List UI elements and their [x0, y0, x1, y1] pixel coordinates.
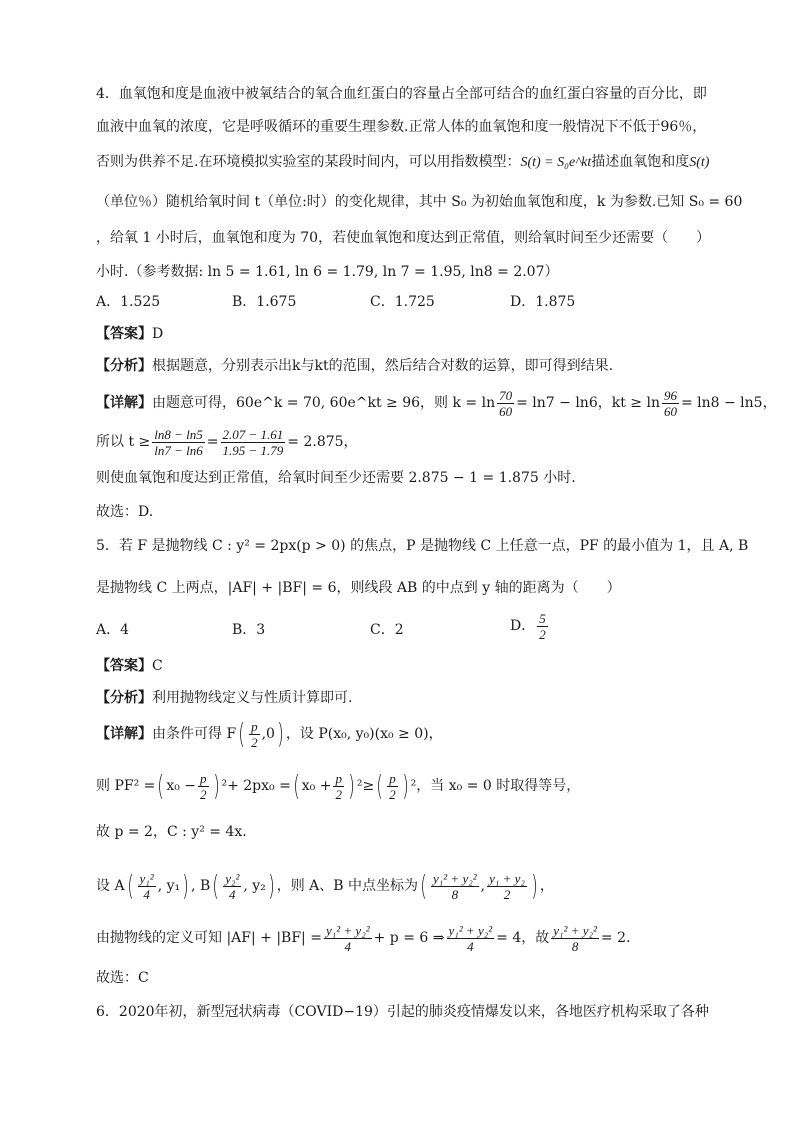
- q4-analysis: [96, 356, 613, 376]
- detail-text-3: = ln8 − ln5，: [680, 395, 777, 411]
- y2: , y₂: [243, 878, 266, 894]
- q5-option-a: A．4: [96, 622, 130, 638]
- so-text: 所以 t ≥: [96, 434, 151, 450]
- definition-text: 由抛物线的定义可知 |AF| + |BF| =: [96, 930, 322, 946]
- analysis-tag: 【分析】: [96, 358, 152, 374]
- fraction-mid-y: $\frac{\text{y₁ + y₂}}{2}$: [489, 870, 525, 902]
- fraction-5-2: $\frac{5}{2}$: [539, 610, 546, 642]
- fraction-p-2-d: $\frac{p}{2}$: [389, 770, 396, 802]
- q5-answer: [96, 656, 163, 676]
- pf-text: 则 PF² =: [96, 778, 156, 794]
- q6-line-1: 6．2020年初，新型冠状病毒（COVID−19）引起的肺炎疫情爆发以来，各地医疗机构采取了各种: [96, 1004, 709, 1020]
- detail-tag: 【详解】: [96, 395, 152, 411]
- q5-line-2: 是抛物线 C 上两点，|AF| + |BF| = 6，则线段 AB 的中点到 y 轴的距离为（ ）: [96, 580, 621, 596]
- q4-line-3: [96, 152, 709, 173]
- square: ²: [221, 778, 228, 794]
- equals-2: = 2.: [600, 930, 631, 946]
- q4-line-1: 4．血氧饱和度是血液中被氧结合的氧合血红蛋白的容量占全部可结合的血红蛋白容量的百分比，即: [96, 86, 707, 102]
- q5-detail-4: 设 A( $\frac{\text{y₁²}}{4}$ , y₁) , B( $\frac{\text{y₂²}}{4}$ , y₂) ，则 A、B 中点坐标为( $\frac{\text{y₁² + y₂²}}{8}$ , $\frac{\text{y₁ + y₂}}{2}$ ) ，: [96, 869, 554, 902]
- option-d-label: D．: [510, 618, 536, 634]
- detail-text-2: = ln7 − ln6，kt ≥ ln: [516, 395, 660, 411]
- fraction-p-2-b: $\frac{p}{2}$: [200, 770, 207, 802]
- q5-choose: 故选：C: [96, 970, 149, 986]
- answer-tag: 【答案】: [96, 326, 152, 342]
- q4-then: 则使血氧饱和度达到正常值，给氧时间至少还需要 2.875 − 1 = 1.875 小时.: [96, 470, 576, 486]
- midpoint-text: ，则 A、B 中点坐标为: [276, 878, 419, 894]
- fraction-96-60: $\frac{96}{60}$: [663, 387, 677, 419]
- q4-line-2: 血液中血氧的浓度，它是呼吸循环的重要生理参数.正常人体的血氧饱和度一般情况下不低于96％，: [96, 119, 707, 135]
- fraction-70-60: $\frac{70}{60}$: [499, 387, 513, 419]
- q5-option-c: C．2: [370, 622, 404, 638]
- fraction-num: $\frac{2.07 - 1.61}{1.95 - 1.79}$: [222, 426, 284, 458]
- answer-value: D: [152, 326, 164, 342]
- q5-detail-3: 故 p = 2，C : y² = 4x.: [96, 824, 247, 840]
- detail-tag: 【详解】: [96, 726, 152, 742]
- q5-detail-1: 【详解】由条件可得 F( $\frac{p}{2}$ ,0) ，设 P(x₀, y₀)(x₀ ≥ 0)，: [96, 717, 443, 750]
- q4-line-5: ，给氧 1 小时后，血氧饱和度为 70，若使血氧饱和度达到正常值，则给氧时间至少还需要（ ）: [96, 230, 711, 246]
- analysis-tag: 【分析】: [96, 690, 152, 706]
- square-3: ²: [410, 778, 417, 794]
- q5-option-b: B．3: [232, 622, 266, 638]
- fraction-y1sq-4: $\frac{\text{y₁²}}{4}$: [139, 870, 154, 902]
- focus-y: ,0: [261, 726, 275, 742]
- q4-line-3-text: 否则为供养不足.在环境模拟实验室的某段时间内，可以用指数模型：: [96, 154, 521, 170]
- q4-so-line: [96, 424, 358, 460]
- x0-minus: x₀ −: [166, 778, 197, 794]
- fraction-sum-4-b: $\frac{\text{y₁² + y₂²}}{4}$: [448, 922, 493, 954]
- answer-value: C: [152, 658, 163, 674]
- fraction-p-2-c: $\frac{p}{2}$: [335, 770, 342, 802]
- q4-option-b: B．1.675: [232, 294, 297, 310]
- q4-model-formula: S(t) = S₀e^kt: [520, 155, 592, 170]
- x0-plus: x₀ +: [301, 778, 332, 794]
- y1: , y₁: [157, 878, 181, 894]
- fraction-ln: $\frac{\ln 8 - \ln 5}{\ln 7 - \ln 6}$: [154, 426, 203, 458]
- so-result: = 2.875，: [287, 434, 358, 450]
- fraction-sum-8: $\frac{\text{y₁² + y₂²}}{8}$: [553, 922, 597, 954]
- equals-4: = 4，故: [496, 930, 550, 946]
- answer-tag: 【答案】: [96, 658, 152, 674]
- plus-2px0: + 2px₀ =: [227, 778, 291, 794]
- q4-detail: [96, 385, 777, 421]
- q5-option-d: [510, 608, 550, 644]
- q4-option-d: D．1.875: [510, 294, 576, 310]
- q4-line-6: 小时.（参考数据: ln 5 = 1.61, ln 6 = 1.79, ln 7 = 1.95, ln8 = 2.07）: [96, 264, 559, 280]
- set-A: 设 A: [96, 878, 125, 894]
- comma: ，: [539, 878, 554, 894]
- q5-line-1: 5．若 F 是抛物线 C : y² = 2px(p > 0) 的焦点，P 是抛物线 C 上任意一点，PF 的最小值为 1，且 A, B: [96, 538, 749, 554]
- square-2: ²: [356, 778, 363, 794]
- q5-detail-5: [96, 920, 630, 956]
- geq: ≥: [362, 778, 375, 794]
- q4-line-3-text-2: 描述血氧饱和度: [591, 154, 690, 170]
- equality-note: ，当 x₀ = 0 时取得等号，: [416, 778, 581, 794]
- fraction-y2sq-4: $\frac{\text{y₂²}}{4}$: [225, 870, 240, 902]
- fraction-p-2: $\frac{p}{2}$: [251, 718, 258, 750]
- fraction-sum-4: $\frac{\text{y₁² + y₂²}}{4}$: [325, 922, 370, 954]
- detail-text-2: ，设 P(x₀, y₀)(x₀ ≥ 0)，: [285, 726, 443, 742]
- q4-option-a: A．1.525: [96, 294, 161, 310]
- detail-text: 由题意可得，60e^k = 70, 60e^kt ≥ 96，则 k = ln: [152, 395, 496, 411]
- analysis-text: 根据题意，分别表示出k与kt的范围，然后结合对数的运算，即可得到结果.: [152, 358, 614, 374]
- q4-option-c: C．1.725: [370, 294, 435, 310]
- q4-choose: 故选：D.: [96, 504, 154, 520]
- set-B: , B: [191, 878, 211, 894]
- fraction-mid-x: $\frac{\text{y₁² + y₂²}}{8}$: [432, 870, 477, 902]
- q4-answer: [96, 324, 163, 344]
- equals: =: [206, 434, 219, 450]
- q4-line-4: （单位％）随机给氧时间 t（单位:时）的变化规律，其中 S₀ 为初始血氧饱和度，k 为参数.已知 S₀ = 60: [96, 194, 743, 210]
- q5-analysis: [96, 688, 352, 708]
- q5-detail-2: 则 PF² =( x₀ − $\frac{p}{2}$ ) ²+ 2px₀ =( x₀ + $\frac{p}{2}$ ) ²≥( $\frac{p}{2}$ ) ²，当 x₀ = 0 时取得等号，: [96, 769, 581, 802]
- detail-text: 由条件可得 F: [152, 726, 237, 742]
- q4-St: S(t): [689, 155, 710, 170]
- plus-p: + p = 6 ⇒: [373, 930, 445, 946]
- analysis-text: 利用抛物线定义与性质计算即可.: [152, 690, 353, 706]
